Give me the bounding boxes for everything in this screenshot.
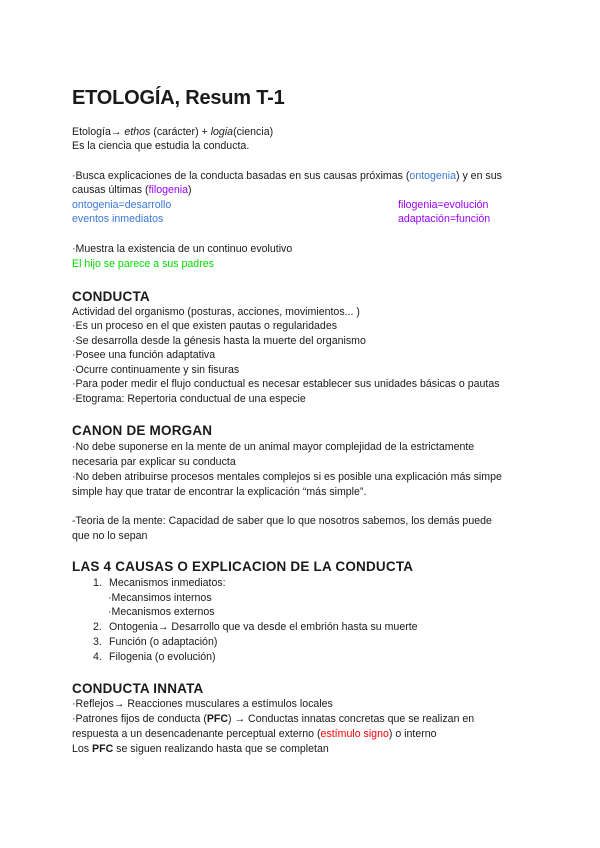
eventos-note: eventos inmediatos [72,213,164,225]
morgan-line: ·No debe suponerse en la mente de un animal mayor complejidad de la estrictamente [72,441,475,453]
pfc-line-3: Los PFC se siguen realizando hasta que se completan [72,743,329,755]
continuum-line: ·Muestra la existencia de un continuo evolutivo [72,243,293,255]
definition-line-2: Es la ciencia que estudia la conducta. [72,140,250,152]
filogenia-note: filogenia=evolución [398,199,489,211]
conducta-line: ·Ocurre continuamente y sin fisuras [72,364,240,376]
conducta-line: ·Etograma: Repertoria conductual de una especie [72,393,306,405]
conducta-line: ·Posee una función adaptativa [72,349,216,361]
causes-line-1: ·Busca explicaciones de la conducta basadas en sus causas próximas (ontogenia) y en sus [72,170,502,182]
sub-list-item: ·Mecansimos internos [108,592,212,604]
section-heading-innata: CONDUCTA INNATA [72,681,204,696]
morgan-line: ·No deben atribuirse procesos mentales complejos si es posible una explicación más simpe [72,471,502,483]
list-item: 2. Ontogenia→ Desarrollo que va desde el embrión hasta su muerte [93,621,418,633]
theory-of-mind-line-2: que no lo sepan [72,530,148,542]
page-title: ETOLOGÍA, Resum T-1 [72,87,285,109]
theory-of-mind-line: -Teoria de la mente: Capacidad de saber que lo que nosotros sabemos, los demás puede [72,515,492,527]
adaptacion-note: adaptación=función [398,213,491,225]
conducta-line: ·Para poder medir el flujo conductual es necesar establecer sus unidades básicas o pautas [72,378,500,390]
morgan-line: necesaria par explicar su conducta [72,456,236,468]
reflejos-line: ·Reflejos→ Reacciones musculares a estímulos locales [72,698,333,710]
conducta-line: Actividad del organismo (posturas, acciones, movimientos... ) [72,306,360,318]
section-heading-conducta: CONDUCTA [72,289,150,304]
section-heading-morgan: CANON DE MORGAN [72,423,213,438]
list-item: 1. Mecanismos inmediatos: [93,577,226,589]
conducta-line: ·Se desarrolla desde la génesis hasta la muerte del organismo [72,335,366,347]
definition-line: Etología→ ethos (carácter) + logia(ciencia) [72,126,274,138]
continuum-example: El hijo se parece a sus padres [72,258,214,270]
list-item: 3. Función (o adaptación) [93,636,218,648]
section-heading-four-causes: LAS 4 CAUSAS O EXPLICACION DE LA CONDUCTA [72,559,414,574]
list-item: 4. Filogenia (o evolución) [93,651,216,663]
causes-line-2: causas últimas (filogenia) [72,184,192,196]
morgan-line: simple hay que tratar de encontrar la explicación “más simple”. [72,486,367,498]
sub-list-item: ·Mecanismos externos [108,606,215,618]
pfc-line-2: respuesta a un desencadenante perceptual externo (estímulo signo) o interno [72,728,437,740]
ontogenia-note: ontogenia=desarrollo [72,199,172,211]
conducta-line: ·Es un proceso en el que existen pautas o regularidades [72,320,338,332]
pfc-line: ·Patrones fijos de conducta (PFC) → Conductas innatas concretas que se realizan en [72,713,475,725]
